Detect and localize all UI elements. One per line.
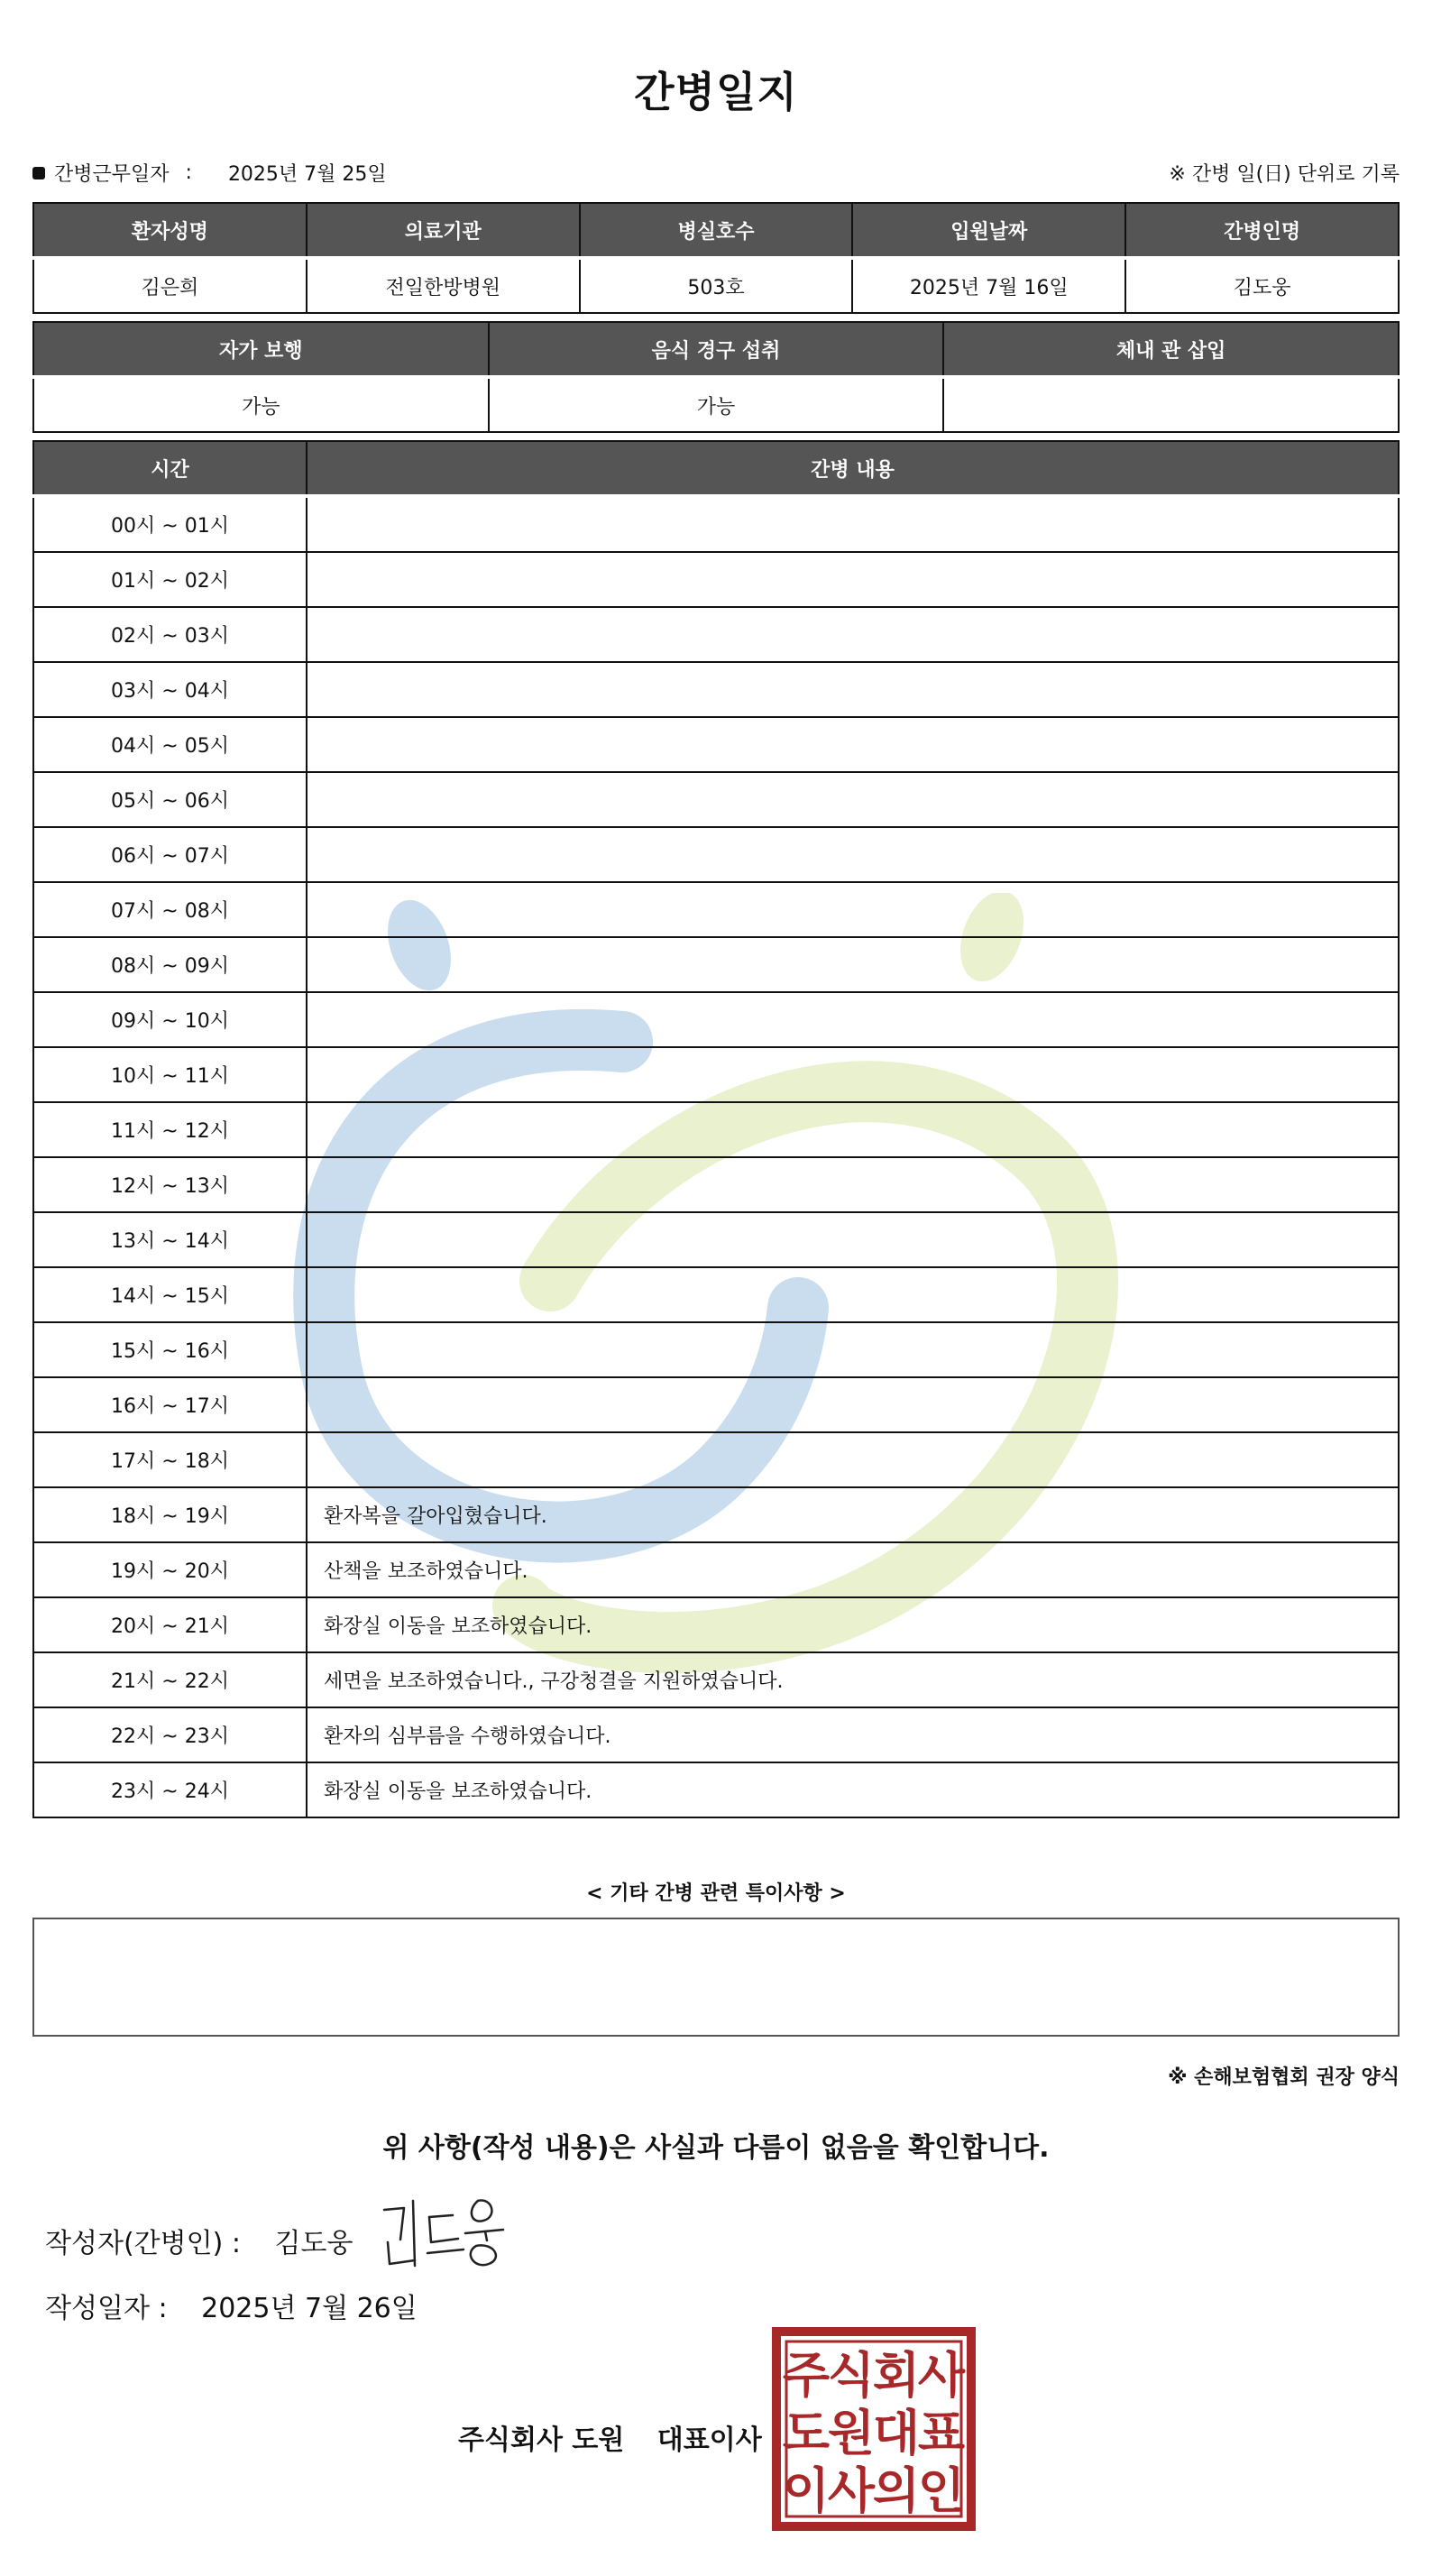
- work-date-separator: :: [185, 161, 192, 184]
- care-log-time: 09시 ~ 10시: [33, 992, 307, 1047]
- company-row: [458, 2417, 762, 2457]
- table-row: [33, 1707, 1399, 1762]
- care-log-time: 04시 ~ 05시: [33, 717, 307, 772]
- care-log-content: [307, 1047, 1399, 1102]
- write-date-row: [45, 2286, 418, 2325]
- care-log-time: 07시 ~ 08시: [33, 882, 307, 937]
- seal-glyph: 인: [917, 2462, 966, 2519]
- hospital-value: 전일한방병원: [307, 258, 580, 313]
- write-date-label: 작성일자 :: [45, 2293, 168, 2324]
- table-row: [33, 882, 1399, 937]
- care-log-content: [307, 937, 1399, 992]
- care-log-content: 화장실 이동을 보조하였습니다.: [307, 1762, 1399, 1817]
- special-notes-box: [32, 1918, 1400, 2037]
- work-date-row: [32, 159, 387, 187]
- care-log-content: [307, 552, 1399, 607]
- care-log-time: 15시 ~ 16시: [33, 1322, 307, 1377]
- care-log-content: 세면을 보조하였습니다., 구강청결을 지원하였습니다.: [307, 1652, 1399, 1707]
- seal-glyph: 의: [872, 2462, 921, 2519]
- care-log-content: [307, 717, 1399, 772]
- table-row: [33, 827, 1399, 882]
- caregiver-name-value: 김도웅: [1125, 258, 1399, 313]
- seal-glyph: 식: [827, 2347, 876, 2404]
- care-log-content: [307, 1212, 1399, 1267]
- patient-header-caregiver: 간병인명: [1125, 203, 1399, 258]
- seal-glyph: 회: [872, 2347, 921, 2404]
- recommend-note: ※ 손해보험협회 권장 양식: [1168, 2066, 1400, 2089]
- seal-glyph: 대: [872, 2405, 921, 2461]
- status-header-walking: 자가 보행: [33, 322, 489, 377]
- handwritten-signature: [377, 2190, 512, 2271]
- care-log-content: [307, 1267, 1399, 1322]
- care-log-header-time: 시간: [33, 441, 307, 496]
- care-log-time: 12시 ~ 13시: [33, 1157, 307, 1212]
- status-header-tube: 체내 관 삽입: [943, 322, 1399, 377]
- care-log-time: 03시 ~ 04시: [33, 662, 307, 717]
- care-log-time: 14시 ~ 15시: [33, 1267, 307, 1322]
- care-log-content: [307, 827, 1399, 882]
- care-log-table: [32, 440, 1400, 1818]
- work-date-value: 2025년 7월 25일: [227, 163, 387, 186]
- care-log-time: 20시 ~ 21시: [33, 1597, 307, 1652]
- table-row: [33, 1542, 1399, 1597]
- care-log-time: 19시 ~ 20시: [33, 1542, 307, 1597]
- care-log-content: [307, 1432, 1399, 1487]
- care-log-time: 01시 ~ 02시: [33, 552, 307, 607]
- writer-name: 김도웅: [274, 2228, 353, 2259]
- care-log-time: 08시 ~ 09시: [33, 937, 307, 992]
- care-log-content: [307, 882, 1399, 937]
- table-row: [33, 992, 1399, 1047]
- care-log-time: 00시 ~ 01시: [33, 496, 307, 552]
- table-row: [33, 1047, 1399, 1102]
- care-log-content: [307, 1157, 1399, 1212]
- care-log-time: 16시 ~ 17시: [33, 1377, 307, 1432]
- seal-glyph: 주: [782, 2347, 831, 2404]
- table-row: [33, 607, 1399, 662]
- patient-name-value: 김은희: [33, 258, 307, 313]
- table-row: [33, 552, 1399, 607]
- patient-header-name: 환자성명: [33, 203, 307, 258]
- patient-info-table: [32, 202, 1400, 314]
- confirm-statement: 위 사항(작성 내용)은 사실과 다름이 없음을 확인합니다.: [382, 2132, 1050, 2164]
- table-row: [33, 662, 1399, 717]
- care-log-time: 22시 ~ 23시: [33, 1707, 307, 1762]
- table-row: [33, 1267, 1399, 1322]
- writer-label: 작성자(간병인) :: [45, 2228, 241, 2259]
- care-log-content: 산책을 보조하였습니다.: [307, 1542, 1399, 1597]
- table-row: [33, 1157, 1399, 1212]
- care-log-time: 13시 ~ 14시: [33, 1212, 307, 1267]
- care-log-time: 02시 ~ 03시: [33, 607, 307, 662]
- table-row: [33, 1377, 1399, 1432]
- patient-header-room: 병실호수: [580, 203, 853, 258]
- company-seal-stamp: [772, 2327, 976, 2531]
- table-row: [33, 1597, 1399, 1652]
- company-representative: 대표이사: [656, 2424, 762, 2456]
- patient-header-hospital: 의료기관: [307, 203, 580, 258]
- care-log-time: 05시 ~ 06시: [33, 772, 307, 827]
- company-name: 주식회사 도원: [458, 2424, 625, 2456]
- seal-glyph: 이: [782, 2462, 831, 2519]
- table-row: [33, 1212, 1399, 1267]
- seal-glyph: 사: [917, 2347, 966, 2404]
- care-log-content: 화장실 이동을 보조하였습니다.: [307, 1597, 1399, 1652]
- room-value: 503호: [580, 258, 853, 313]
- care-log-time: 18시 ~ 19시: [33, 1487, 307, 1542]
- care-log-content: [307, 496, 1399, 552]
- care-log-content: [307, 662, 1399, 717]
- tube-value: [943, 377, 1399, 432]
- seal-glyph: 표: [917, 2405, 966, 2461]
- care-log-header-content: 간병 내용: [307, 441, 1399, 496]
- care-log-content: [307, 992, 1399, 1047]
- seal-glyph: 도: [782, 2405, 831, 2461]
- care-log-content: [307, 607, 1399, 662]
- care-log-time: 23시 ~ 24시: [33, 1762, 307, 1817]
- oral-intake-value: 가능: [489, 377, 944, 432]
- patient-status-table: [32, 321, 1400, 433]
- care-log-body: [33, 496, 1399, 1817]
- page-title: 간병일지: [634, 68, 798, 116]
- special-notes-title: < 기타 간병 관련 특이사항 >: [586, 1882, 846, 1905]
- table-row: [33, 1762, 1399, 1817]
- table-row: [33, 772, 1399, 827]
- admission-date-value: 2025년 7월 16일: [852, 258, 1125, 313]
- care-log-time: 06시 ~ 07시: [33, 827, 307, 882]
- table-row: [33, 1652, 1399, 1707]
- table-row: [33, 1432, 1399, 1487]
- record-note: ※ 간병 일(日) 단위로 기록: [1169, 163, 1400, 186]
- status-header-oral-intake: 음식 경구 섭취: [489, 322, 944, 377]
- table-row: [33, 1487, 1399, 1542]
- table-row: [33, 937, 1399, 992]
- care-log-content: [307, 772, 1399, 827]
- write-date-value: 2025년 7월 26일: [201, 2293, 418, 2324]
- care-log-time: 10시 ~ 11시: [33, 1047, 307, 1102]
- patient-header-admission: 입원날짜: [852, 203, 1125, 258]
- seal-glyph: 원: [827, 2405, 876, 2461]
- table-row: [33, 1102, 1399, 1157]
- care-log-content: [307, 1322, 1399, 1377]
- care-log-content: [307, 1102, 1399, 1157]
- care-log-time: 17시 ~ 18시: [33, 1432, 307, 1487]
- table-row: [33, 496, 1399, 552]
- walking-value: 가능: [33, 377, 489, 432]
- work-date-label: 간병근무일자: [54, 163, 170, 186]
- care-log-time: 11시 ~ 12시: [33, 1102, 307, 1157]
- table-row: [33, 717, 1399, 772]
- seal-glyph: 사: [827, 2462, 876, 2519]
- table-row: [33, 1322, 1399, 1377]
- writer-row: [45, 2221, 353, 2260]
- care-log-content: 환자복을 갈아입혔습니다.: [307, 1487, 1399, 1542]
- bullet-square-icon: [32, 167, 45, 179]
- care-log-content: [307, 1377, 1399, 1432]
- care-log-content: 환자의 심부름을 수행하였습니다.: [307, 1707, 1399, 1762]
- care-log-time: 21시 ~ 22시: [33, 1652, 307, 1707]
